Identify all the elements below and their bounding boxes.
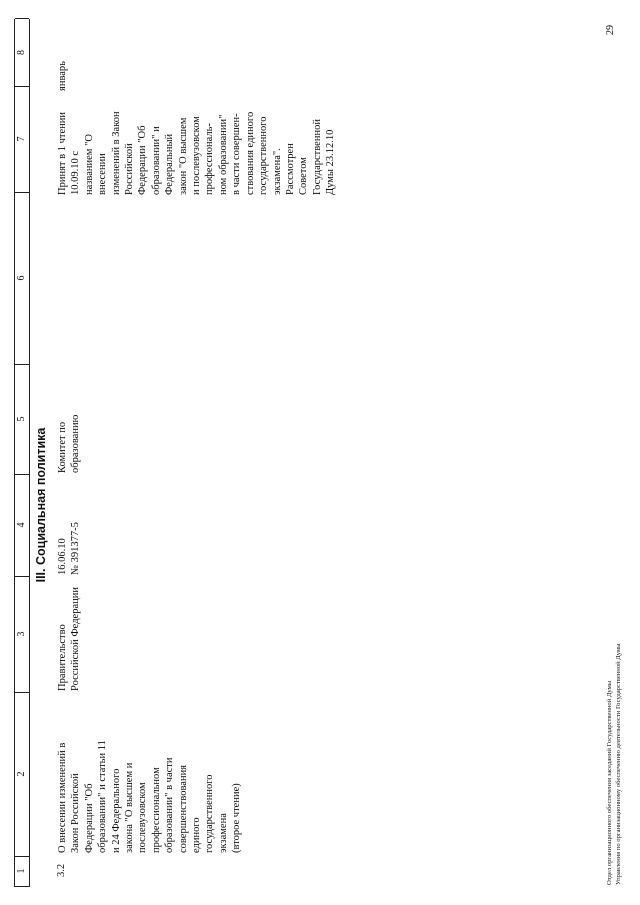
column-header-label: 3 bbox=[16, 631, 27, 637]
bill-initiator: Правительство Российской Федерации bbox=[57, 587, 82, 691]
column-header-6 bbox=[15, 192, 29, 365]
column-header-3 bbox=[15, 576, 29, 693]
column-header-label: 2 bbox=[16, 771, 27, 777]
column-header-8 bbox=[15, 18, 29, 87]
bill-status: Принят в 1 чтении 10.09.10 с названием "О внесении изменений в Закон Российской Федерации "Об образовании" и Федеральный закон "О высшем и послевузовском профессиональ- ном образовании" в части совершен- ствования единого государственного экзамена". Рассмотрен Советом Государственной Думы 23.12.10 bbox=[57, 111, 337, 195]
column-header-5 bbox=[15, 364, 29, 475]
column-header-label: 7 bbox=[16, 136, 27, 142]
footer-line-1: Отдел организационного обеспечения заседаний Государственной Думы bbox=[606, 680, 613, 885]
section-title: III. Социальная политика bbox=[34, 427, 48, 583]
footer-line-2: Управления по организационному обеспечению деятельности Государственной Думы bbox=[615, 643, 622, 885]
column-header-label: 1 bbox=[16, 868, 27, 874]
column-header-4 bbox=[15, 474, 29, 577]
column-header-7 bbox=[15, 86, 29, 193]
column-header-1 bbox=[15, 856, 29, 887]
bill-title: О внесении изменений в Закон Российской Федерации "Об образовании" и статьи 11 и 24 Федерального закона "О высшем и послевузовском профессиональном образовании" в части совершенствования единого государственного экзамена (второе чтение) bbox=[57, 740, 243, 853]
row-number: 3.2 bbox=[56, 863, 67, 877]
column-header-2 bbox=[15, 692, 29, 857]
column-header-label: 4 bbox=[16, 522, 27, 528]
page-number: 29 bbox=[605, 25, 616, 35]
bill-term: январь bbox=[57, 61, 68, 91]
column-header-label: 6 bbox=[16, 275, 27, 281]
column-header-row bbox=[14, 19, 30, 887]
responsible-committee: Комитет по образованию bbox=[57, 414, 82, 473]
bill-registration: 16.06.10 № 391377-5 bbox=[57, 522, 82, 575]
column-header-label: 8 bbox=[16, 50, 27, 55]
column-header-label: 5 bbox=[16, 416, 27, 422]
